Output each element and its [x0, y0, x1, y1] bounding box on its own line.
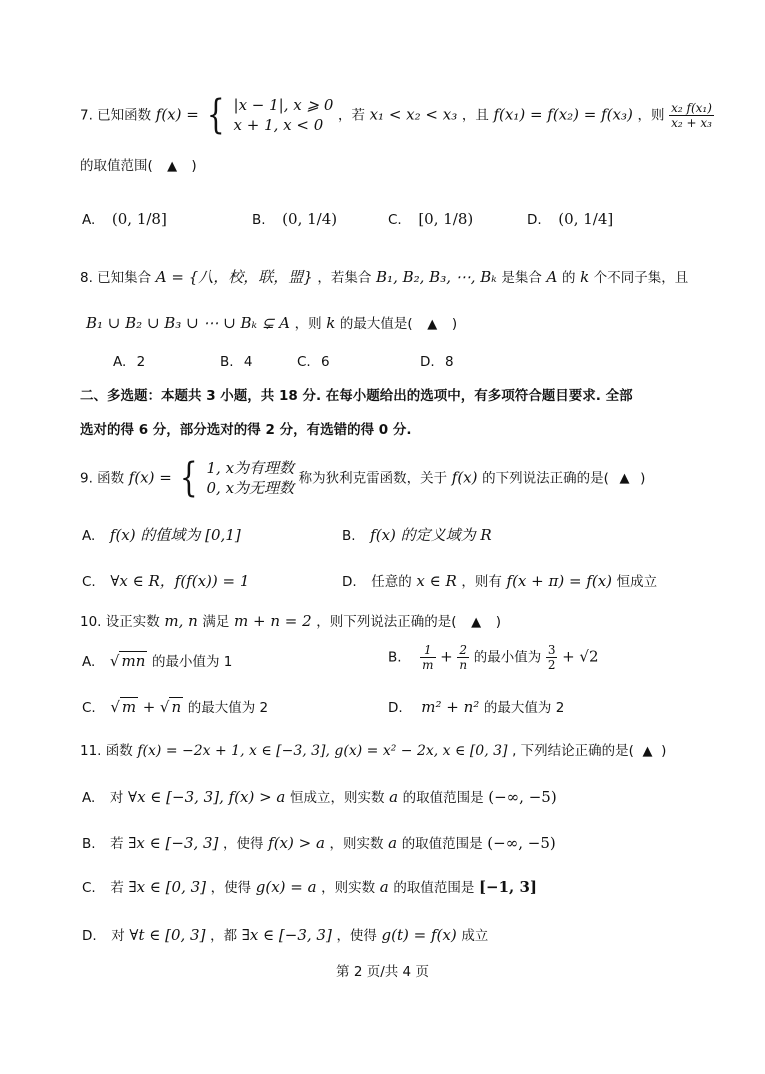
- fraction: [546, 644, 558, 671]
- q9-text: 的下列说法正确的是(: [482, 470, 609, 487]
- q7-cond-text3: ，则: [637, 107, 665, 124]
- option-label: A.: [82, 654, 96, 670]
- q8-text: 的最大值是(: [339, 316, 413, 332]
- option-text: 的最小值为 1: [151, 654, 233, 670]
- q10-option-a: A. √ mn 的最小值为 1: [82, 652, 233, 670]
- fraction: [457, 644, 469, 671]
- option-text: 成立: [461, 928, 489, 944]
- q7-cond-text1: ，若: [337, 107, 365, 124]
- frac-num: 3: [547, 643, 556, 657]
- option-label: C.: [82, 574, 96, 590]
- q9-function: f(x) =: [128, 468, 172, 487]
- q7-case2: x + 1, x < 0: [233, 116, 324, 135]
- option-text: 的最大值为 2: [187, 700, 269, 716]
- q8-k: k: [326, 314, 336, 332]
- q8-text: ，若集合: [317, 270, 372, 286]
- option-math: ∃x ∈ [0, 3]: [128, 878, 207, 896]
- answer-triangle-icon: ▲: [427, 317, 438, 332]
- option-text: ，使得: [210, 880, 252, 896]
- q7-prefix: 7. 已知函数: [80, 107, 152, 124]
- q7-function: f(x) =: [155, 105, 199, 124]
- q7-line2: [80, 160, 197, 174]
- option-text: ，则有: [461, 574, 502, 590]
- q7-cond-text2: ，且: [461, 107, 489, 124]
- q7-case1: |x − 1|, x ⩾ 0: [233, 96, 334, 114]
- q9-case2: 0, x为无理数: [206, 479, 295, 498]
- frac-num: 1: [420, 644, 435, 658]
- q8-text: 个不同子集，且: [593, 270, 689, 286]
- q7-inequality: x₁ < x₂ < x₃: [369, 105, 458, 124]
- option-value: (0, 1/4]: [558, 210, 614, 228]
- q8-text: ，则: [294, 316, 322, 332]
- option-math: ∀x ∈ [−3, 3], f(x) > a: [128, 788, 286, 806]
- option-text: ，使得: [223, 836, 264, 852]
- q8-text: ): [451, 316, 458, 332]
- q11-text: , 下列结论正确的是(: [512, 743, 634, 759]
- page-footer: 第 2 页/共 4 页: [336, 964, 429, 980]
- section2-line1: 二、多选题：本题共 3 小题，共 18 分. 在每小题给出的选项中，有多项符合题目要求. 全部: [80, 388, 633, 404]
- q7-equality: f(x₁) = f(x₂) = f(x₃): [493, 105, 633, 124]
- option-math: m² + n²: [421, 698, 480, 716]
- q11-stem: [80, 744, 666, 759]
- q8-set-a: A: [546, 268, 558, 286]
- q10-option-d: [388, 700, 564, 716]
- q8-text: 8. 已知集合: [80, 270, 152, 286]
- option-math: (−∞, −5): [487, 834, 556, 852]
- q8-text: 是集合: [501, 270, 542, 286]
- q11-prefix: 11. 函数: [80, 743, 133, 759]
- option-label: C.: [82, 700, 96, 716]
- q11-option-d: [82, 928, 488, 944]
- option-text: 对: [109, 790, 124, 806]
- q8-k: k: [580, 268, 590, 286]
- sqrt-radicand: n: [171, 698, 182, 716]
- q9-option-b: [342, 528, 492, 544]
- q9-option-c: [82, 574, 249, 590]
- q7-brace: {: [207, 92, 226, 139]
- option-text: ，使得: [336, 928, 377, 944]
- option-text: 恒成立，则实数: [289, 790, 385, 806]
- option-value: f(x) 的值域为 [0,1]: [109, 526, 241, 544]
- frac-den: 2: [547, 658, 556, 672]
- q7-line2-end: ): [191, 158, 197, 174]
- option-math: a: [389, 788, 399, 806]
- q7-frac-den: x₂ + x₃: [671, 115, 712, 130]
- q8-option-c: [297, 356, 330, 370]
- option-text: 的取值范围是: [393, 880, 475, 896]
- option-value: [0, 1/8): [418, 210, 474, 228]
- q10-text: ，则下列说法正确的是(: [316, 614, 457, 630]
- option-text: ，都: [210, 928, 238, 944]
- q9-text: 称为狄利克雷函数，关于: [298, 470, 448, 487]
- q9-stem: [80, 455, 646, 504]
- q9-option-a: [82, 528, 241, 544]
- option-label: B.: [220, 354, 234, 370]
- q10-vars: m, n: [164, 612, 198, 630]
- option-value: 8: [444, 354, 454, 370]
- option-math: g(t) = f(x): [381, 926, 457, 944]
- q10-text: 满足: [202, 614, 230, 630]
- option-label: A.: [82, 528, 96, 544]
- option-label: C.: [388, 212, 402, 228]
- q7-frac-num: x₂ f(x₁): [669, 102, 714, 116]
- option-label: C.: [82, 880, 96, 896]
- q7-option-b: [252, 212, 337, 228]
- q8-text: 的: [561, 270, 576, 286]
- q9-case1: 1, x为有理数: [206, 459, 295, 477]
- option-label: B.: [82, 836, 96, 852]
- option-math: + √2: [562, 647, 599, 666]
- sqrt-radicand: mn: [121, 652, 146, 670]
- option-value: ∀x ∈ R，f(f(x)) = 1: [110, 572, 250, 590]
- answer-triangle-icon: ▲: [167, 159, 178, 174]
- option-value: (0, 1/4): [282, 210, 338, 228]
- option-math: a: [379, 878, 389, 896]
- q9-fx: f(x): [451, 468, 478, 487]
- q11-functions: f(x) = −2x + 1, x ∈ [−3, 3], g(x) = x² − 2x, x ∈ [0, 3]: [137, 743, 508, 759]
- option-math: ∀t ∈ [0, 3]: [129, 926, 206, 944]
- option-value: 4: [243, 354, 253, 370]
- option-math: f(x) > a: [268, 834, 325, 852]
- q7-option-c: [388, 212, 473, 228]
- section2-line2: 选对的得 6 分，部分选对的得 2 分，有选错的得 0 分.: [80, 422, 412, 438]
- option-label: A.: [82, 790, 96, 806]
- sqrt-radicand: m: [121, 698, 137, 716]
- option-text: ，则实数: [321, 880, 376, 896]
- q11-text: ): [661, 743, 667, 759]
- option-label: B.: [388, 649, 402, 666]
- option-text: 的取值范围是: [401, 836, 483, 852]
- q10-stem: [80, 614, 501, 630]
- option-label: D.: [420, 354, 435, 370]
- option-label: D.: [527, 212, 542, 228]
- q10-text: ): [495, 614, 502, 630]
- option-text: 的最大值为 2: [483, 700, 565, 716]
- frac-den: n: [459, 658, 468, 672]
- option-label: D.: [82, 928, 97, 944]
- option-label: B.: [252, 212, 266, 228]
- option-label: B.: [342, 528, 356, 544]
- option-text: 若: [110, 880, 124, 896]
- option-label: A.: [82, 212, 96, 228]
- option-math: ∃x ∈ [−3, 3]: [241, 926, 332, 944]
- q8-line1: [80, 270, 688, 286]
- option-math: x ∈ R: [416, 572, 457, 590]
- option-math: g(x) = a: [255, 878, 317, 896]
- frac-num: 2: [457, 644, 469, 658]
- q7-option-a: [82, 212, 167, 228]
- option-text: 恒成立: [616, 574, 658, 590]
- q7-option-d: [527, 212, 613, 228]
- q8-line2: [86, 316, 457, 332]
- option-label: D.: [388, 700, 403, 716]
- q8-set: A = {八，校，联，盟}: [155, 268, 313, 286]
- fraction: [420, 644, 435, 671]
- option-label: A.: [113, 354, 127, 370]
- q9-text: ): [640, 470, 646, 487]
- option-math: a: [388, 834, 398, 852]
- option-math: (−∞, −5): [488, 788, 557, 806]
- q8-option-a: [113, 356, 145, 370]
- q10-option-b: B. $\frac{1}{m}$ + $\frac{2}{n}$ 的最小值为 $\frac{3}{2}$ + √2: [388, 643, 599, 672]
- option-text: 对: [111, 928, 125, 944]
- option-label: C.: [297, 354, 311, 370]
- option-text: 的取值范围是: [402, 790, 484, 806]
- option-math: f(x + π) = f(x): [506, 572, 613, 590]
- q8-union: B₁ ∪ B₂ ∪ B₃ ∪ ⋯ ∪ Bₖ ⊊ A: [86, 314, 290, 332]
- option-math: [−1, 3]: [478, 878, 538, 896]
- q9-cases: [207, 458, 295, 499]
- q7-stem: [80, 92, 714, 145]
- answer-triangle-icon: ▲: [471, 615, 482, 630]
- q11-option-b: [82, 836, 556, 852]
- answer-triangle-icon: ▲: [619, 471, 630, 487]
- q9-option-d: [342, 574, 657, 590]
- frac-den: m: [422, 658, 434, 672]
- option-text: ，则实数: [329, 836, 384, 852]
- q9-prefix: 9. 函数: [80, 470, 125, 487]
- answer-triangle-icon: ▲: [642, 744, 653, 759]
- q10-condition: m + n = 2: [234, 612, 312, 630]
- q9-brace: {: [180, 455, 199, 502]
- q7-line2-text: 的取值范围(: [80, 158, 153, 174]
- q10-prefix: 10. 设正实数: [80, 614, 160, 630]
- option-value: 2: [136, 354, 146, 370]
- option-value: 6: [321, 354, 330, 370]
- option-text: 任意的: [371, 574, 412, 590]
- option-math: ∃x ∈ [−3, 3]: [128, 834, 219, 852]
- option-text: 的最小值为: [473, 649, 542, 666]
- option-label: D.: [342, 574, 357, 590]
- q7-cases: [234, 95, 334, 136]
- option-text: 若: [110, 836, 124, 852]
- q8-option-b: [220, 356, 252, 370]
- q7-fraction: [669, 102, 714, 129]
- q11-option-a: [82, 790, 557, 806]
- option-value: (0, 1/8]: [111, 210, 167, 228]
- q8-option-d: [420, 356, 454, 370]
- option-value: f(x) 的定义域为 R: [370, 526, 492, 544]
- q8-subsets: B₁, B₂, B₃, ⋯, Bₖ: [376, 268, 497, 286]
- q10-option-c: C. √ m + √ n 的最大值为 2: [82, 698, 269, 716]
- q11-option-c: [82, 880, 537, 896]
